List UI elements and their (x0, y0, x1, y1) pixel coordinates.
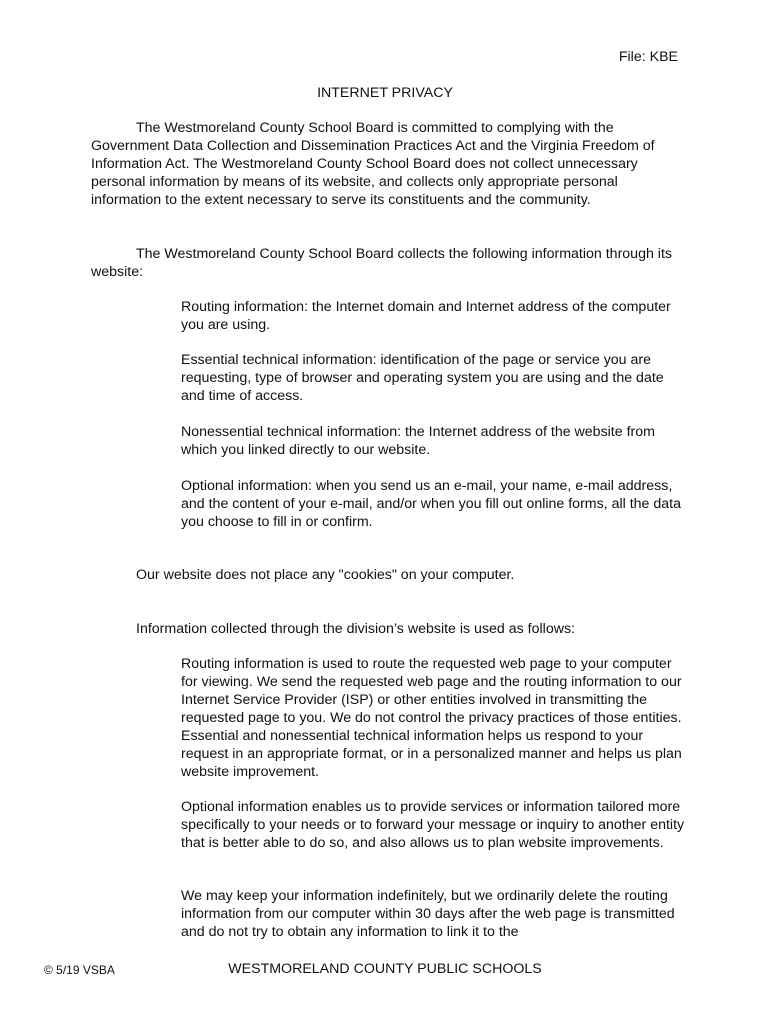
file-code: File: KBE (618, 49, 678, 65)
collected-item-nonessential: Nonessential technical information: the Internet address of the website from which you linked directly to our website. (181, 424, 655, 458)
collects-intro-paragraph: The Westmoreland County School Board collects the following information through its website: (91, 246, 672, 280)
usage-item-optional: Optional information enables us to provide services or information tailored more specifically to your needs or to forward your message or inquiry to another entity that is better able to do so, and also allows us to plan website improvements. (181, 799, 685, 851)
footer-copyright: © 5/19 VSBA (44, 963, 115, 977)
footer-organization: WESTMORELAND COUNTY PUBLIC SCHOOLS (228, 961, 542, 977)
cookies-statement: Our website does not place any "cookies" on your computer. (136, 567, 515, 583)
collected-item-essential: Essential technical information: identification of the page or service you are requesting, type of browser and operating system you are using and the date and time of access. (181, 352, 664, 404)
usage-intro-paragraph: Information collected through the division’s website is used as follows: (136, 621, 575, 637)
intro-paragraph: The Westmoreland County School Board is committed to complying with the Government Data Collection and Dissemination Practices Act and the Virginia Freedom of Information Act. The Westmoreland County School Board does not collect unnecessary personal information by means of its website, and collects only appropriate personal information to the extent necessary to serve its constituents and the community. (91, 120, 655, 208)
usage-item-retention: We may keep your information indefinitely, but we ordinarily delete the routing information from our computer within 30 days after the web page is transmitted and do not try to obtain any information to link it to the (181, 888, 675, 940)
usage-item-routing: Routing information is used to route the requested web page to your computer for viewing. We send the requested web page and the routing information to our Internet Service Provider (ISP) or other entities involved in transmitting the requested page to you. We do not control the privacy practices of those entities. Essential and nonessential technical information helps us respond to your request in an appropriate format, or in a personalized manner and helps us plan website improvement. (181, 656, 682, 780)
collected-item-routing: Routing information: the Internet domain and Internet address of the computer you are using. (181, 299, 671, 333)
collected-item-optional: Optional information: when you send us an e-mail, your name, e-mail address, and the content of your e-mail, and/or when you fill out online forms, all the data you choose to fill in or confirm. (181, 478, 682, 530)
page-title: INTERNET PRIVACY (317, 85, 453, 101)
